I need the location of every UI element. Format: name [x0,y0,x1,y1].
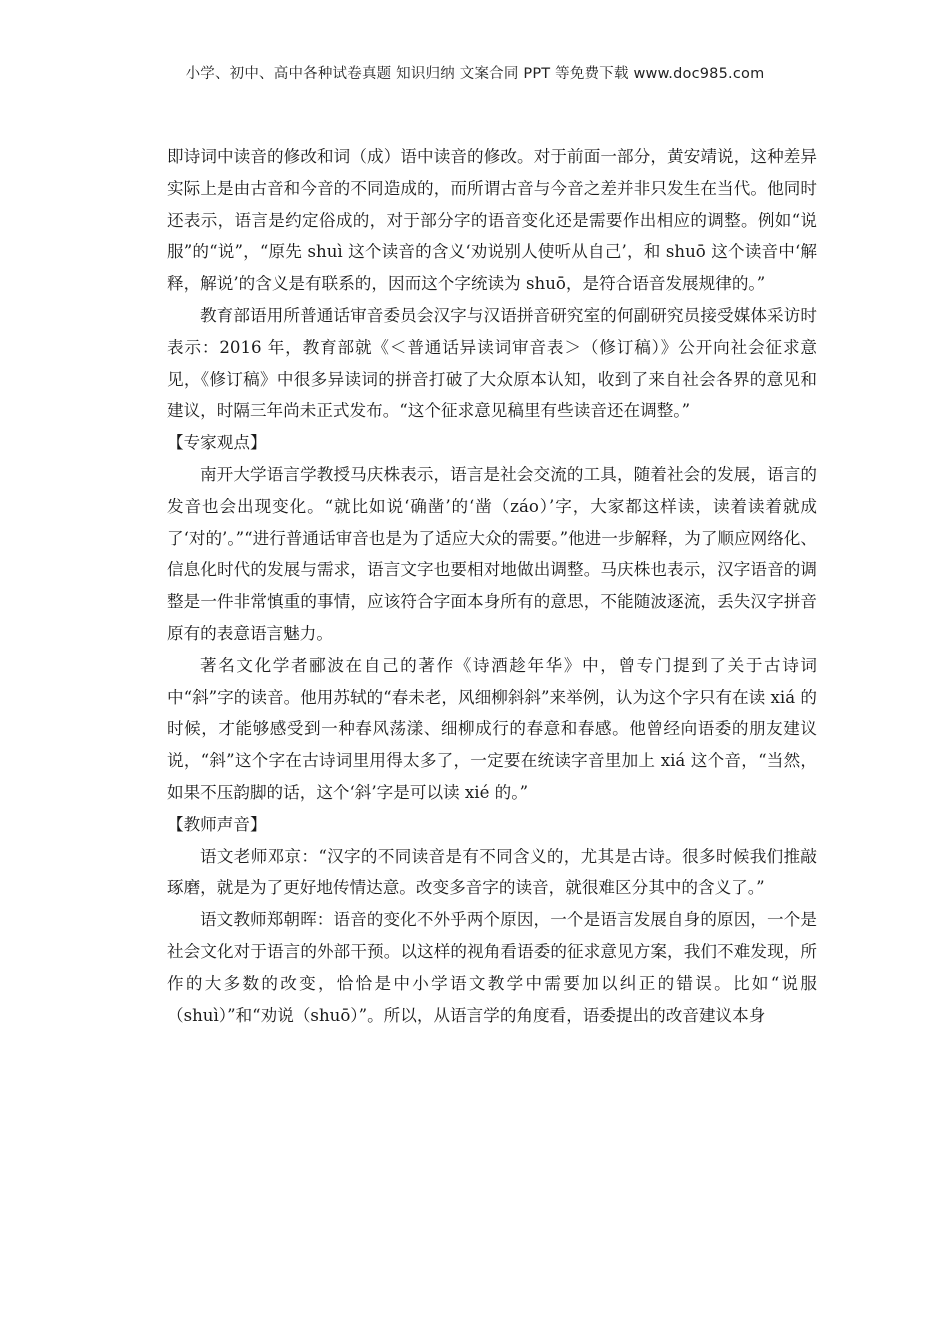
page-header: 小学、初中、高中各种试卷真题 知识归纳 文案合同 PPT 等免费下载 www.doc985.com [185,66,765,82]
section-heading-teacher-voices: 【教师声音】 [167,814,267,834]
document-body [167,141,817,1031]
paragraph-6: 语文教师郑朝晖：语音的变化不外乎两个原因，一个是语言发展自身的原因，一个是社会文化对于语言的外部干预。以这样的视角看语委的征求意见方案，我们不难发现，所作的大多数的改变，恰恰是中小学语文教学中需要加以纠正的错误。比如“说服（shuì）”和“劝说（shuō）”。所以，从语言学的角度看，语委提出的改音建议本身 [167,910,817,1025]
paragraph-4: 著名文化学者郦波在自己的著作《诗酒趁年华》中，曾专门提到了关于古诗词中“斜”字的读音。他用苏轼的“春未老，风细柳斜斜”来举例，认为这个字只有在读 xiá 的时候，才能够感受到一种春风荡漾、细柳成行的春意和春感。他曾经向语委的朋友建议说，“斜”这个字在古诗词里用得太多了，一定要在统读字音里加上 xiá 这个音，“当然，如果不压韵脚的话，这个‘斜’字是可以读 xié 的。” [167,655,817,802]
paragraph-1: 即诗词中读音的修改和词（成）语中读音的修改。对于前面一部分，黄安靖说，这种差异实际上是由古音和今音的不同造成的，而所谓古音与今音之差并非只发生在当代。他同时还表示，语言是约定俗成的，对于部分字的语音变化还是需要作出相应的调整。例如“说服”的“说”，“原先 shuì 这个读音的含义‘劝说别人使听从自己’，和 shuō 这个读音中‘解释，解说’的含义是有联系的，因而这个字统读为 shuō，是符合语音发展规律的。” [167,147,817,294]
section-heading-expert-views: 【专家观点】 [167,433,267,453]
paragraph-2: 教育部语用所普通话审音委员会汉字与汉语拼音研究室的何副研究员接受媒体采访时表示：2016 年，教育部就《＜普通话异读词审音表＞（修订稿）》公开向社会征求意见，《修订稿》中很多异读词的拼音打破了大众原本认知，收到了来自社会各界的意见和建议，时隔三年尚未正式发布。“这个征求意见稿里有些读音还在调整。” [167,305,817,421]
paragraph-5: 语文老师邓京：“汉字的不同读音是有不同含义的，尤其是古诗。很多时候我们推敲琢磨，就是为了更好地传情达意。改变多音字的读音，就很难区分其中的含义了。” [167,846,817,898]
paragraph-3: 南开大学语言学教授马庆株表示，语言是社会交流的工具，随着社会的发展，语言的发音也会出现变化。“就比如说‘确凿’的‘凿（záo）’字，大家都这样读，读着读着就成了‘对的’。”“进行普通话审音也是为了适应大众的需要。”他进一步解释，为了顺应网络化、信息化时代的发展与需求，语言文字也要相对地做出调整。马庆株也表示，汉字语音的调整是一件非常慎重的事情，应该符合字面本身所有的意思，不能随波逐流，丢失汉字拼音原有的表意语言魅力。 [167,464,817,643]
